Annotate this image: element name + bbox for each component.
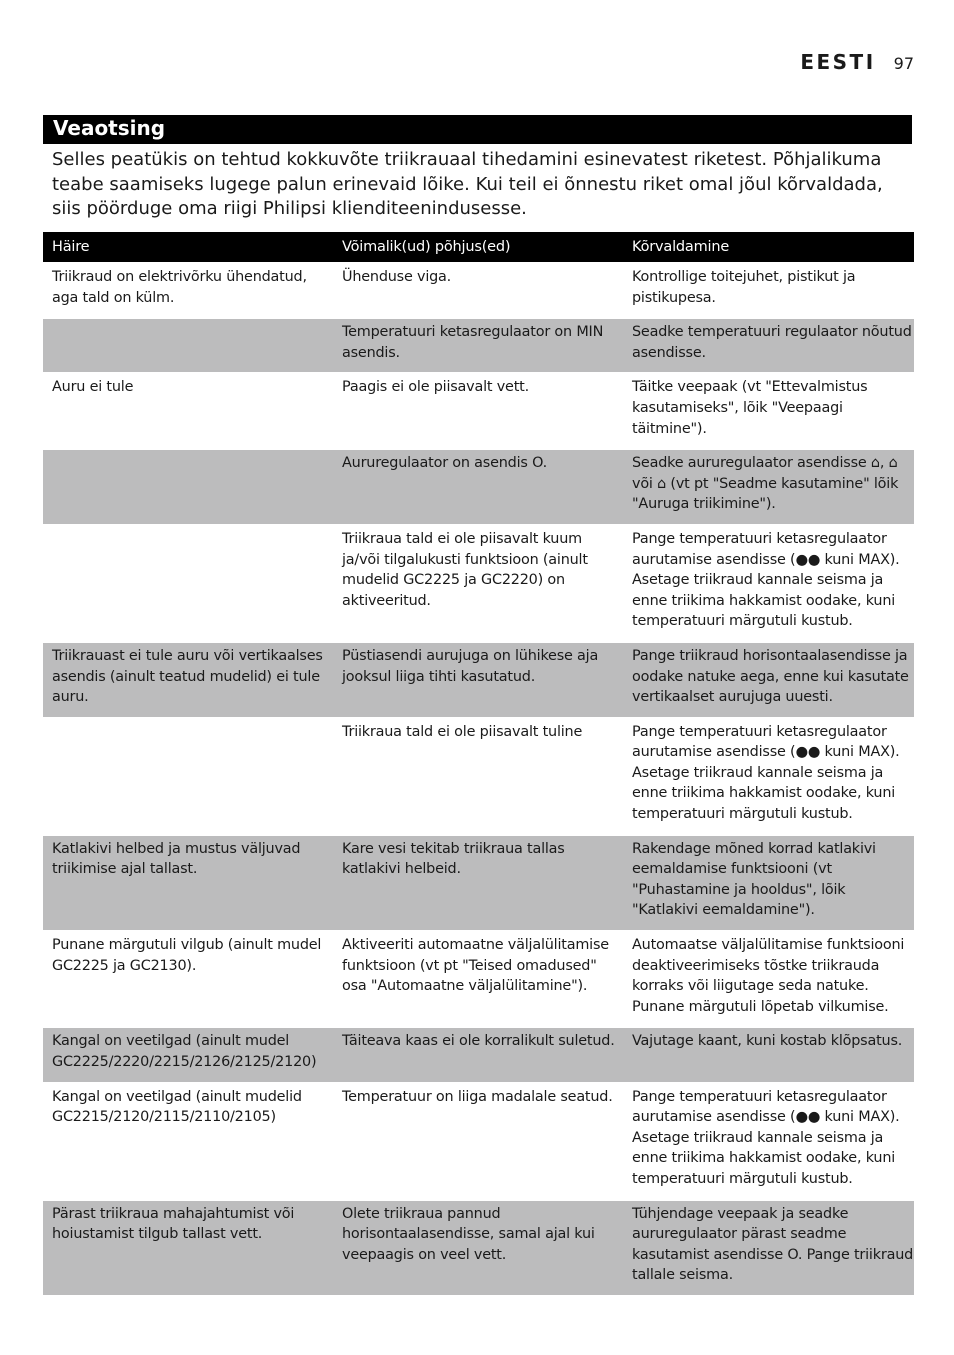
table-row — [43, 1027, 914, 1082]
solution-cell: Rakendage mõned korrad katlakivi eemaldamise funktsiooni (vt "Puhastamine ja hooldus", lõik "Katlakivi eemaldamine"). — [623, 835, 914, 931]
solution-cell: Täitke veepaak (vt "Ettevalmistus kasutamiseks", lõik "Veepaagi täitmine"). — [623, 373, 914, 449]
problem-cell: Pärast triikraua mahajahtumist või hoiustamist tilgub tallast vett. — [43, 1200, 333, 1295]
table-row — [43, 525, 914, 642]
problem-cell — [43, 449, 333, 525]
language-label: EESTI — [800, 50, 876, 74]
table-row — [43, 449, 914, 525]
header-cause: Võimalik(ud) põhjus(ed) — [333, 232, 623, 263]
table-row — [43, 1200, 914, 1295]
cause-cell: Triikraua tald ei ole piisavalt kuum ja/või tilgalukusti funktsioon (ainult mudelid GC2225 ja GC2220) on aktiveeritud. — [333, 525, 623, 642]
table-row — [43, 835, 914, 931]
table-header-row — [43, 232, 914, 263]
problem-cell — [43, 318, 333, 373]
solution-cell: Pange temperatuuri ketasregulaator aurutamise asendisse (●● kuni MAX). Asetage triikraud kannale seisma ja enne triikima hakkamist oodake, kuni temperatuuri märgutuli kustub. — [623, 718, 914, 835]
solution-cell: Tühjendage veepaak ja seadke aururegulaator pärast seadme kasutamist asendisse O. Pange triikraud tallale seisma. — [623, 1200, 914, 1295]
cause-cell: Triikraua tald ei ole piisavalt tuline — [333, 718, 623, 835]
solution-cell: Vajutage kaant, kuni kostab klõpsatus. — [623, 1027, 914, 1082]
problem-cell: Triikraud on elektrivõrku ühendatud, aga tald on külm. — [43, 263, 333, 318]
cause-cell: Olete triikraua pannud horisontaalasendisse, samal ajal kui veepaagis on veel vett. — [333, 1200, 623, 1295]
table-row — [43, 318, 914, 373]
page-number: 97 — [893, 54, 914, 73]
cause-cell: Temperatuuri ketasregulaator on MIN asendis. — [333, 318, 623, 373]
cause-cell: Paagis ei ole piisavalt vett. — [333, 373, 623, 449]
page-header — [800, 50, 914, 74]
problem-cell: Kangal on veetilgad (ainult mudel GC2225/2220/2215/2126/2125/2120) — [43, 1027, 333, 1082]
section-title: Veaotsing — [43, 115, 912, 144]
problem-cell: Katlakivi helbed ja mustus väljuvad triikimise ajal tallast. — [43, 835, 333, 931]
troubleshooting-table — [43, 232, 914, 1295]
problem-cell: Triikrauast ei tule auru või vertikaalses asendis (ainult teatud mudelid) ei tule auru. — [43, 642, 333, 718]
header-solution: Kõrvaldamine — [623, 232, 914, 263]
cause-cell: Täiteava kaas ei ole korralikult suletud. — [333, 1027, 623, 1082]
cause-cell: Aktiveeriti automaatne väljalülitamise funktsioon (vt pt "Teised omadused" osa "Automaatne väljalülitamine"). — [333, 931, 623, 1027]
solution-cell: Kontrollige toitejuhet, pistikut ja pistikupesa. — [623, 263, 914, 318]
cause-cell: Ühenduse viga. — [333, 263, 623, 318]
cause-cell: Temperatuur on liiga madalale seatud. — [333, 1083, 623, 1200]
solution-cell: Seadke aururegulaator asendisse ⌂, ⌂ või ⌂ (vt pt "Seadme kasutamine" lõik "Auruga triikimine"). — [623, 449, 914, 525]
cause-cell: Aururegulaator on asendis O. — [333, 449, 623, 525]
intro-paragraph: Selles peatükis on tehtud kokkuvõte triikrauaal tihedamini esinevatest riketest. Põhjalikuma teabe saamiseks lugege palun erinevaid lõike. Kui teil ei õnnestu riket omal jõul kõrvaldada, siis pöörduge oma riigi Philipsi klienditeenindusesse. — [52, 149, 883, 219]
problem-cell — [43, 718, 333, 835]
table-row — [43, 1083, 914, 1200]
solution-cell: Pange triikraud horisontaalasendisse ja oodake natuke aega, enne kui kasutate vertikaalset aurujuga uuesti. — [623, 642, 914, 718]
cause-cell: Kare vesi tekitab triikraua tallas katlakivi helbeid. — [333, 835, 623, 931]
problem-cell: Auru ei tule — [43, 373, 333, 449]
table-row — [43, 718, 914, 835]
header-problem: Häire — [43, 232, 333, 263]
solution-cell: Seadke temperatuuri regulaator nõutud asendisse. — [623, 318, 914, 373]
solution-cell: Pange temperatuuri ketasregulaator aurutamise asendisse (●● kuni MAX). Asetage triikraud kannale seisma ja enne triikima hakkamist oodake, kuni temperatuuri märgutuli kustub. — [623, 1083, 914, 1200]
solution-cell: Pange temperatuuri ketasregulaator aurutamise asendisse (●● kuni MAX). Asetage triikraud kannale seisma ja enne triikima hakkamist oodake, kuni temperatuuri märgutuli kustub. — [623, 525, 914, 642]
table-row — [43, 642, 914, 718]
table-row — [43, 931, 914, 1027]
solution-cell: Automaatse väljalülitamise funktsiooni deaktiveerimiseks tõstke triikrauda korraks või liigutage seda natuke. Punane märgutuli lõpetab vilkumise. — [623, 931, 914, 1027]
table-row — [43, 373, 914, 449]
table-row — [43, 263, 914, 318]
cause-cell: Püstiasendi aurujuga on lühikese aja jooksul liiga tihti kasutatud. — [333, 642, 623, 718]
problem-cell — [43, 525, 333, 642]
problem-cell: Punane märgutuli vilgub (ainult mudel GC2225 ja GC2130). — [43, 931, 333, 1027]
problem-cell: Kangal on veetilgad (ainult mudelid GC2215/2120/2115/2110/2105) — [43, 1083, 333, 1200]
